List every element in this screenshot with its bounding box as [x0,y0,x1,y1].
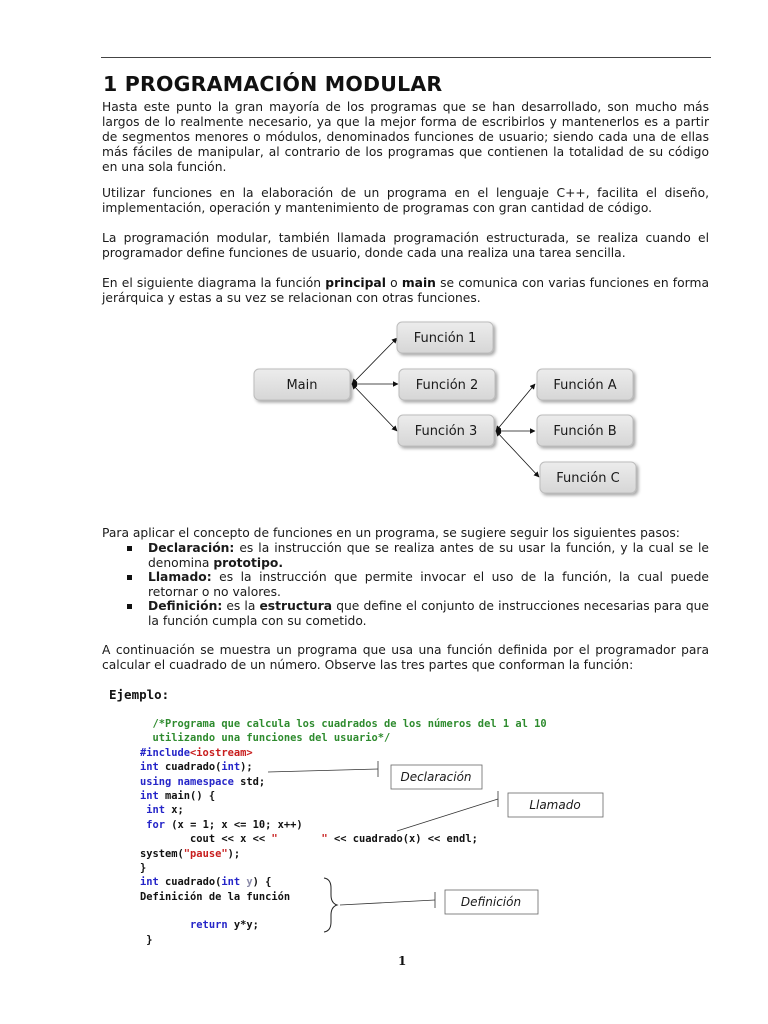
page-number: 1 [398,954,407,968]
bullet-term: Declaración: [148,541,235,555]
bold-principal: principal [325,276,386,290]
code-keyword: int [146,804,166,817]
connector-f3-fa [496,384,535,431]
text-span: se comunica con varias funciones en forma jerárquica y estas a su vez se relacionan con otras funciones. [102,276,709,305]
code-preprocessor: #include [140,746,191,759]
code-text: std; [233,775,266,788]
code-text: ); [240,761,253,774]
callout-label: Declaración [400,770,472,784]
paragraph-modular: La programación modular, también llamada programación estructurada, se realiza cuando el programador define funciones de usuario, donde cada una realiza una tarea sencilla. [102,231,709,260]
node-funcion-a [537,369,633,400]
code-keyword: namespace [177,775,234,788]
node-funcion-1 [397,322,493,353]
code-text: cout << x << [190,833,272,846]
paragraph-cpp: Utilizar funciones en la elaboración de un programa en el lenguaje C++, facilita el diseño, implementación, operación y mantenimiento de programas con gran cantidad de código. [102,186,709,215]
bullet-text: que define el conjunto de instrucciones necesarias para que la función cumpla con su cometido. [148,599,709,628]
code-text: y*y; [227,919,259,932]
paragraph-steps-intro: Para aplicar el concepto de funciones en un programa, se sugiere seguir los siguientes pasos: [102,526,680,540]
bullet-text: es la [222,599,260,613]
code-line [140,731,740,745]
code-text: main() { [158,789,216,802]
code-line [140,875,740,889]
code-text: (x = 1; x <= 10; x++) [165,818,303,831]
code-line [140,832,740,846]
callout-label: Llamado [529,798,581,812]
node-funcion-3 [398,415,494,446]
bold-main: main [401,276,436,290]
node-funcion-2 [399,369,495,400]
code-keyword: return [190,919,228,932]
code-line [140,890,740,904]
node-label: Función 2 [415,378,479,393]
code-line [140,847,740,861]
code-line [140,818,740,832]
list-item-declaracion [102,541,709,570]
code-line [140,760,740,774]
node-main [254,369,350,400]
node-label: Función A [553,378,617,393]
code-keyword: int [140,789,159,802]
code-text: } [140,861,147,874]
connector-f3-fc [496,431,539,477]
code-line [140,803,740,817]
code-line [140,933,740,947]
code-text: cuadrado( [158,761,222,774]
code-line [140,717,740,731]
bullet-bold: prototipo. [213,555,283,570]
code-text: << cuadrado(x) << endl; [327,833,478,846]
code-text: cuadrado( [158,876,222,889]
code-line [140,904,740,918]
bullet-bold: estructura [259,599,333,613]
code-comment: utilizando una funciones del usuario*/ [152,732,391,745]
page-title: 1 PROGRAMACIÓN MODULAR [103,72,443,96]
code-include: <iostream> [190,746,253,759]
code-line [140,746,740,760]
connector-main-f1 [352,338,397,384]
node-label: Main [286,378,318,393]
node-label: Función 1 [413,331,477,346]
bullet-square-icon [127,546,132,551]
code-line [140,789,740,803]
paragraph-intro: Hasta este punto la gran mayoría de los programas que se han desarrollado, son mucho más largos de lo realmente necesario, ya que la mejor forma de escribirlos y mantenerlos es a partir de segmentos menores o módulos, denominados funciones de usuario; siendo cada una de ellas más fáciles de manipular, al contrario de los programas que contienen la totalidad de su código en una sola función. [102,100,709,174]
code-string: " " [271,833,328,846]
code-keyword: int [140,761,159,774]
text-span: En el siguiente diagrama la función [102,276,326,290]
node-label: Función B [553,424,617,439]
code-keyword: using [140,775,172,788]
node-funcion-c [540,462,636,493]
text-span: o [385,276,402,290]
code-text: Definición de la función [140,890,291,903]
paragraph-example-intro: A continuación se muestra un programa que usa una función definida por el programador para calcular el cuadrado de un número. Observe las tres partes que conforman la función: [102,643,709,672]
callout-label: Definición [460,895,522,909]
code-comment: /*Programa que calcula los cuadrados de los números del 1 al 10 [152,718,547,730]
code-line [140,861,740,875]
code-text: ) { [252,876,272,889]
node-label: Función 3 [414,424,478,439]
code-text: system( [140,847,184,860]
code-keyword: for [146,818,166,831]
code-text: x; [165,804,184,817]
bullet-text: es la instrucción que permite invocar el uso de la función, la cual puede retornar o no valores. [148,570,709,599]
bullet-text: es la instrucción que se realiza antes de su usar la función, y la cual se le denomina [148,541,709,570]
code-text: ); [227,847,241,860]
connector-main-f3 [352,384,397,431]
steps-list [102,541,709,628]
code-keyword: int [140,876,159,889]
list-item-definicion [102,599,709,628]
bullet-square-icon [127,604,132,609]
bullet-term: Llamado: [148,570,212,584]
bullet-square-icon [127,575,132,580]
code-keyword: int [221,876,241,889]
code-text: } [146,933,153,946]
list-item-llamado [102,570,709,599]
node-funcion-b [537,415,633,446]
example-label: Ejemplo: [109,687,170,702]
code-line [140,918,740,932]
code-parameter: y [240,876,253,889]
code-keyword: int [221,761,241,774]
bullet-term: Definición: [148,599,223,613]
code-line [140,775,740,789]
code-string: "pause" [183,847,228,860]
node-label: Función C [556,471,620,486]
code-block [140,717,740,947]
